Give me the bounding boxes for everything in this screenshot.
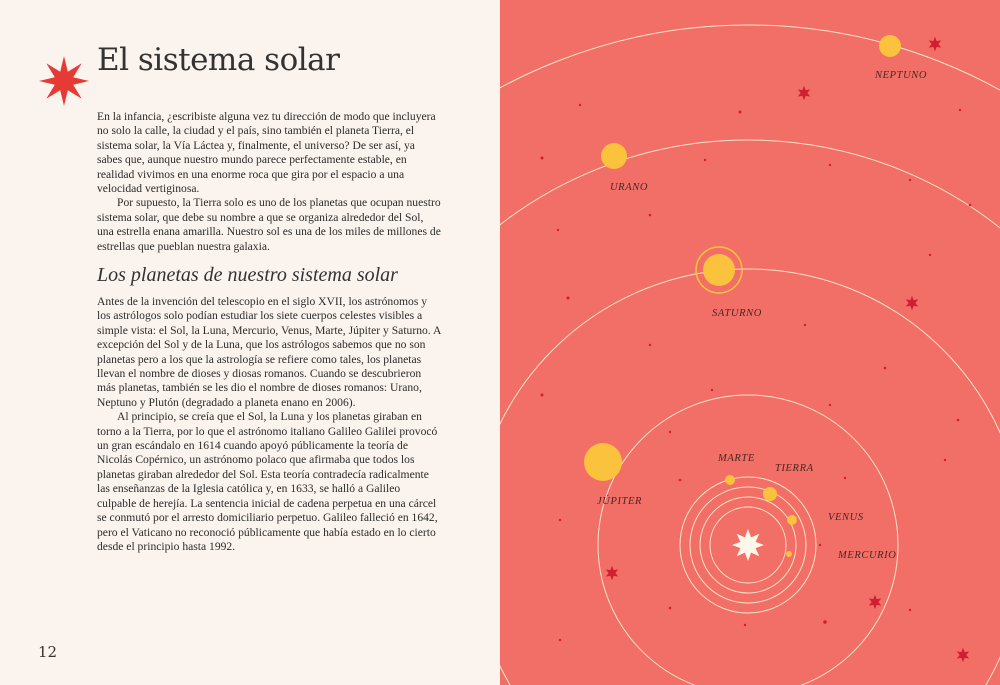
- star-dot: [557, 229, 559, 231]
- star-icon: [957, 648, 969, 662]
- neptune-planet: [879, 35, 901, 57]
- jupiter-label: JÚPITER: [597, 496, 643, 507]
- star-icon: [869, 595, 881, 609]
- star-dot: [829, 404, 831, 406]
- star-icon: [606, 566, 618, 580]
- star-dot: [957, 419, 960, 422]
- star-dot: [823, 620, 827, 624]
- star-dot: [969, 204, 972, 207]
- star-dot: [649, 214, 652, 217]
- section-text: [97, 295, 442, 554]
- neptune-label: NEPTUNO: [875, 70, 928, 81]
- star-dot: [541, 157, 544, 160]
- star-dot: [944, 459, 946, 461]
- star-dot: [739, 111, 742, 114]
- star-dot: [559, 519, 561, 521]
- star-dot: [929, 254, 931, 256]
- mars-planet: [725, 475, 735, 485]
- star-icon: [906, 296, 918, 310]
- star-dot: [567, 297, 570, 300]
- star-dot: [804, 324, 806, 326]
- star-dot: [711, 389, 713, 391]
- star-icon: [38, 55, 90, 107]
- intro-text: [97, 110, 442, 254]
- mercury-planet: [786, 551, 792, 557]
- jupiter-planet: [584, 443, 622, 481]
- star-dot: [669, 431, 671, 433]
- solar-system-diagram: [500, 0, 1000, 685]
- sun: [732, 529, 764, 561]
- intro-paragraph: Por supuesto, la Tierra solo es uno de los planetas que ocupan nuestro sistema solar, que debe su nombre a que se organiza alrededor del Sol, una estrella enana amarilla. Nuestro sol es una de los miles de millones de estrellas que pueblan nuestra galaxia.: [97, 196, 441, 253]
- star-dot: [844, 477, 846, 479]
- mercury-label: MERCURIO: [838, 550, 897, 561]
- orbits: [500, 25, 1000, 685]
- star-dot: [579, 104, 581, 106]
- star-dot: [819, 544, 821, 546]
- star-dot: [884, 367, 887, 370]
- uranus-label: URANO: [610, 182, 648, 193]
- star-dot: [679, 479, 682, 482]
- star-icon: [798, 86, 810, 100]
- uranus-planet: [601, 143, 627, 169]
- star-dot: [744, 624, 746, 626]
- intro-paragraph: En la infancia, ¿escribiste alguna vez tu dirección de modo que incluyera no solo la calle, la ciudad y el país, sino también el planeta Tierra, el sistema solar, la Vía Láctea y, finalmente, el universo? De ser así, ya sabes que, aunque nuestro mundo parece perfectamente estable, en realidad vivimos en una enorme roca que gira por el espacio a una velocidad vertiginosa.: [97, 110, 436, 196]
- saturn-label: SATURNO: [712, 308, 762, 319]
- background-dots: [541, 104, 972, 641]
- venus-planet: [787, 515, 797, 525]
- star-dot: [541, 394, 544, 397]
- page-title: El sistema solar: [97, 42, 340, 78]
- neptune-orbit: [500, 25, 1000, 685]
- section-paragraph: Al principio, se creía que el Sol, la Luna y los planetas giraban en torno a la Tierra, por lo que el astrónomo italiano Galileo Galilei provocó un gran escándalo en 1614 cuando apoyó públicamente la teoría de Nicolás Copérnico, un astrónomo polaco que afirmaba que todos los planetas giraban alrededor del Sol. Esta teoría contradecía radicalmente las enseñanzas de la Iglesia católica y, en 1633, se halló a Galileo culpable de herejía. La sentencia inicial de cadena perpetua en una cárcel se conmutó por el arresto domiciliario perpetuo. Galileo falleció en 1642, pero el Vaticano no reconoció públicamente que había estado en lo cierto desde el principio hasta 1992.: [97, 410, 438, 553]
- star-dot: [559, 639, 561, 641]
- planets: [584, 35, 901, 557]
- page-number: 12: [38, 643, 58, 661]
- star-dot: [649, 344, 651, 346]
- star-dot: [909, 609, 911, 611]
- section-title: Los planetas de nuestro sistema solar: [97, 264, 398, 286]
- star-dot: [909, 179, 911, 181]
- background-stars: [606, 37, 969, 662]
- sun-icon: [732, 529, 764, 561]
- earth-planet: [763, 487, 777, 501]
- star-dot: [669, 607, 672, 610]
- star-dot: [959, 109, 961, 111]
- mars-label: MARTE: [718, 453, 755, 464]
- solar-system-illustration: [500, 0, 1000, 685]
- star-dot: [829, 164, 831, 166]
- planet-labels: [597, 70, 927, 561]
- venus-label: VENUS: [828, 512, 864, 523]
- star-dot: [704, 159, 706, 161]
- star-icon: [929, 37, 941, 51]
- section-paragraph: Antes de la invención del telescopio en el siglo XVII, los astrónomos y los astrólogos solo podían estudiar los siete cuerpos celestes visibles a simple vista: el Sol, la Luna, Mercurio, Venus, Marte, Júpiter y Saturno. A excepción del Sol y de la Luna, que los astrólogos sabemos que no son planetas pero a los que la astrología se refiere como tales, los planetas llevan el nombre de dioses y diosas romanos. Cuando se descubrieron más planetas, también se les dio el nombre de dioses romanos: Urano, Neptuno y Plutón (degradado a planeta enano en 2006).: [97, 295, 441, 409]
- saturn-planet: [703, 254, 735, 286]
- earth-label: TIERRA: [775, 463, 814, 474]
